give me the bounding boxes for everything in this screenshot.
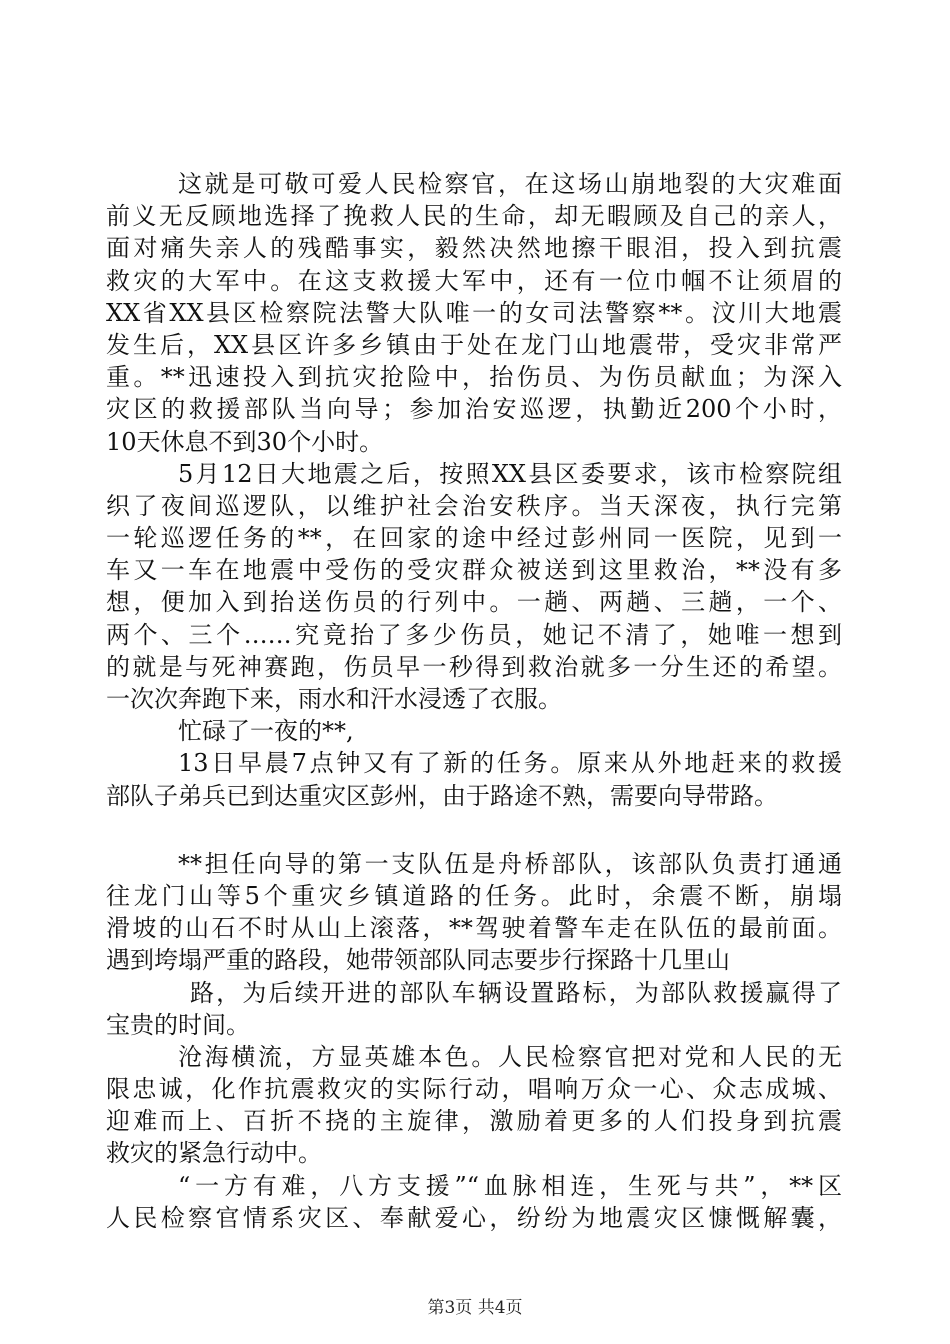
text-line: 一次次奔跑下来，雨水和汗水浸透了衣服。 <box>106 685 562 713</box>
text-line: 迎难而上、百折不挠的主旋律，激励着更多的人们投身到抗震 <box>106 1107 842 1136</box>
text-line: 人民检察官情系灾区、奉献爱心，纷纷为地震灾区慷慨解囊， <box>106 1203 842 1232</box>
text-line: 发生后，XX县区许多乡镇由于处在龙门山地震带，受灾非常严 <box>106 330 842 359</box>
text-line: 救灾的大军中。在这支救援大军中，还有一位巾帼不让须眉的 <box>106 266 842 295</box>
text-line: “一方有难，八方支援”“血脉相连，生死与共”，**区 <box>178 1171 842 1200</box>
text-line: 部队子弟兵已到达重灾区彭州，由于路途不熟，需要向导带路。 <box>106 781 778 810</box>
text-line: 忙碌了一夜的**, <box>178 717 354 746</box>
text-line: 限忠诚，化作抗震救灾的实际行动，唱响万众一心、众志成城、 <box>106 1075 842 1104</box>
text-line: 10天休息不到30个小时。 <box>106 427 384 456</box>
text-line: 的就是与死神赛跑，伤员早一秒得到救治就多一分生还的希望。 <box>106 652 842 681</box>
text-line: 一轮巡逻任务的**，在回家的途中经过彭州同一医院，见到一 <box>106 524 842 553</box>
text-line: 13日早晨7点钟又有了新的任务。原来从外地赶来的救援 <box>178 749 842 778</box>
text-line: 这就是可敬可爱人民检察官，在这场山崩地裂的大灾难面 <box>178 170 842 198</box>
text-line: 往龙门山等5个重灾乡镇道路的任务。此时，余震不断，崩塌 <box>106 881 842 910</box>
text-line: 遇到垮塌严重的路段，她带领部队同志要步行探路十几里山 <box>106 946 730 975</box>
text-line: 织了夜间巡逻队，以维护社会治安秩序。当天深夜，执行完第 <box>106 491 842 520</box>
text-line: 宝贵的时间。 <box>106 1010 250 1039</box>
text-line: **担任向导的第一支队伍是舟桥部队，该部队负责打通通 <box>178 849 842 878</box>
text-line: 前义无反顾地选择了挽救人民的生命，却无暇顾及自己的亲人， <box>106 202 842 231</box>
text-line: 车又一车在地震中受伤的受灾群众被送到这里救治，**没有多 <box>106 556 842 585</box>
paragraph-gap <box>106 812 842 848</box>
text-line: XX省XX县区检察院法警大队唯一的女司法警察**。汶川大地震 <box>106 298 842 327</box>
text-line: 路，为后续开进的部队车辆设置路标，为部队救援赢得了 <box>190 978 842 1007</box>
text-line: 5月12日大地震之后，按照XX县区委要求，该市检察院组 <box>178 459 842 488</box>
text-line: 面对痛失亲人的残酷事实，毅然决然地擦干眼泪，投入到抗震 <box>106 234 842 263</box>
text-line: 想，便加入到抬送伤员的行列中。一趟、两趟、三趟，一个、 <box>106 588 842 617</box>
text-line: 两个、三个……究竟抬了多少伤员，她记不清了，她唯一想到 <box>106 620 842 649</box>
text-line: 灾区的救援部队当向导；参加治安巡逻，执勤近200个小时， <box>106 395 842 424</box>
body-text <box>106 168 842 1234</box>
text-line: 滑坡的山石不时从山上滚落，**驾驶着警车走在队伍的最前面。 <box>106 914 842 943</box>
text-line: 重。**迅速投入到抗灾抢险中，抬伤员、为伤员献血；为深入 <box>106 363 842 392</box>
text-line: 沧海横流，方显英雄本色。人民检察官把对党和人民的无 <box>178 1042 842 1071</box>
page-number-footer: 第3页 共4页 <box>427 1298 523 1318</box>
text-line: 救灾的紧急行动中。 <box>106 1139 322 1168</box>
